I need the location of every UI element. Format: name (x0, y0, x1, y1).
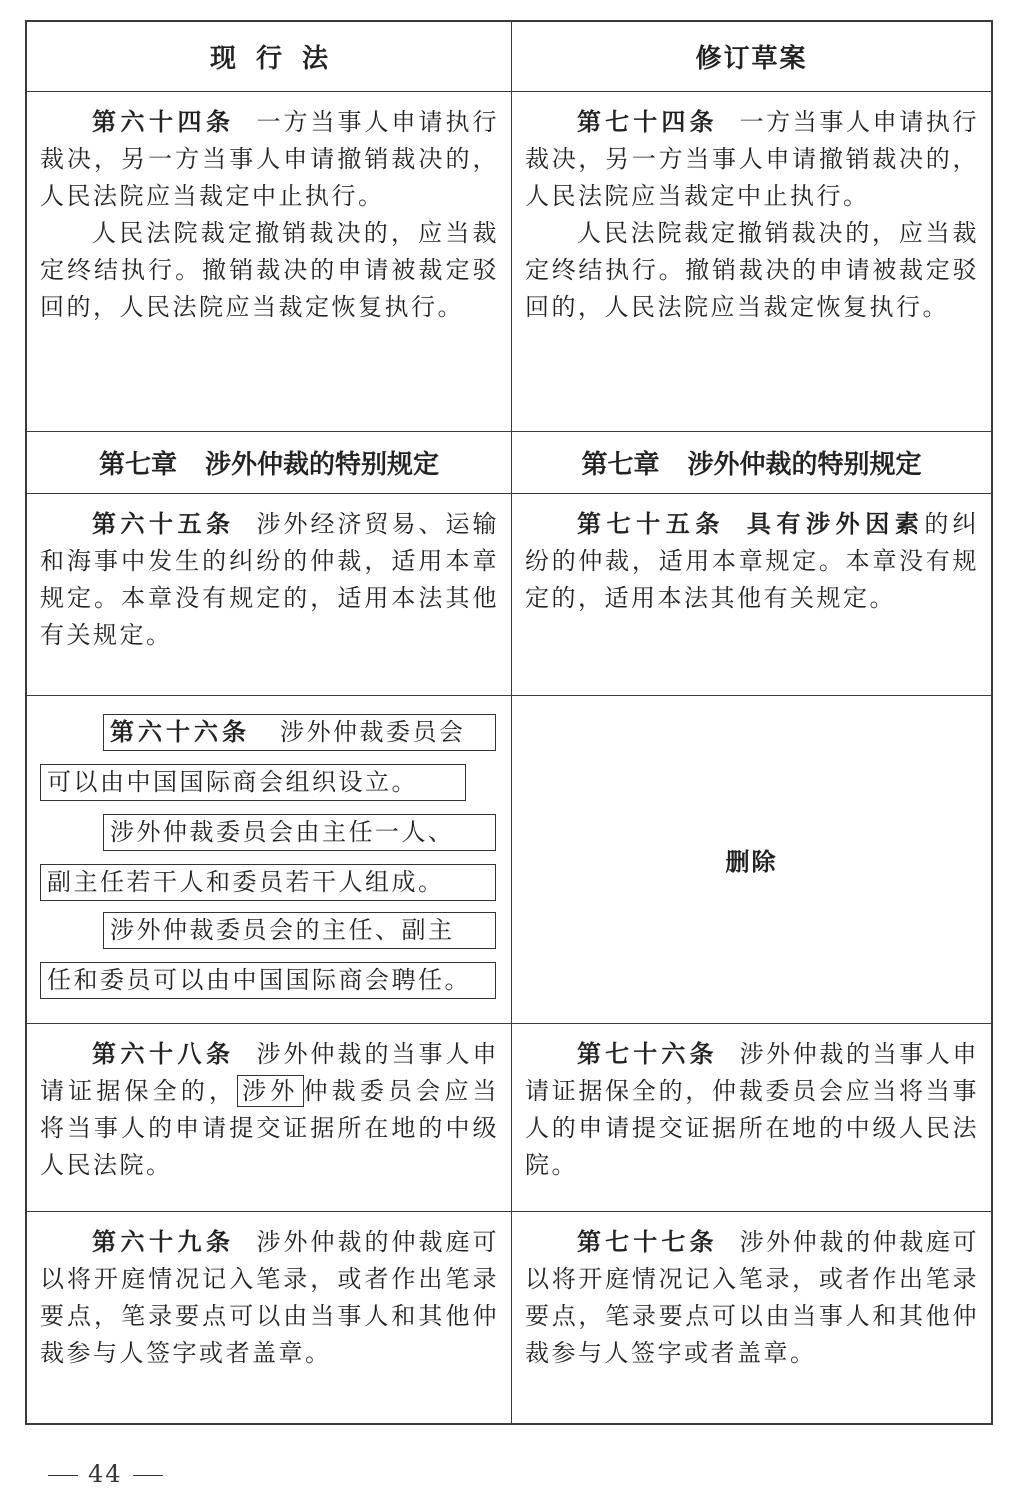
amended-text: 具有涉外因素 (746, 510, 925, 538)
dash-right (133, 1475, 163, 1476)
revised-draft-cell (512, 494, 991, 695)
table-row (27, 1024, 991, 1212)
chapter-number: 第七章 (581, 450, 660, 480)
deleted-word-box: 涉外 (237, 1075, 303, 1107)
dash-left (48, 1475, 78, 1476)
chapter-heading (27, 432, 512, 493)
table-row (27, 1212, 991, 1423)
article-number: 第六十五条 (92, 510, 235, 538)
revised-draft-cell (512, 1212, 991, 1423)
deleted-text-line: 涉外仲裁委员会由主任一人、 (103, 814, 496, 851)
article-text: 涉外经济贸易、运输和海事中发生的纠纷的仲裁，适用本章规定。本章没有规定的，适用本法其他有关规定。 (40, 510, 499, 649)
article-text: 一方当事人申请执行裁决，另一方当事人申请撤销裁决的，人民法院应当裁定中止执行。 (525, 108, 980, 210)
article-number: 第七十七条 (577, 1228, 718, 1256)
deleted-text-line: 副主任若干人和委员若干人组成。 (40, 864, 496, 901)
article-number: 第六十六条 (110, 718, 250, 746)
chapter-heading (512, 432, 991, 493)
table-row (27, 696, 991, 1024)
article-text: 的纠纷的仲裁，适用本章规定。本章没有规定的，适用本法其他有关规定。 (525, 510, 980, 612)
header-current-law: 现行法 (27, 22, 512, 91)
article-number: 第七十六条 (577, 1040, 718, 1068)
table-row (27, 92, 991, 432)
article-text: 人民法院裁定撤销裁决的，应当裁定终结执行。撤销裁决的申请被裁定驳回的，人民法院应当裁定恢复执行。 (40, 219, 499, 321)
article-text: 人民法院裁定撤销裁决的，应当裁定终结执行。撤销裁决的申请被裁定驳回的，人民法院应当裁定恢复执行。 (525, 219, 979, 321)
article-number: 第七十四条 (577, 108, 718, 136)
current-law-cell (27, 696, 512, 1023)
article-text: 一方当事人申请执行裁决，另一方当事人申请撤销裁决的，人民法院应当裁定中止执行。 (40, 108, 499, 210)
deleted-text-line: 涉外仲裁委员会的主任、副主 (103, 912, 496, 949)
article-text: 仲裁委员会应当将当事人的申请提交证据所在地的中级人民法院。 (40, 1077, 500, 1179)
header-revised-draft: 修订草案 (695, 44, 808, 74)
deleted-text-line: 第六十六条 涉外仲裁委员会 (103, 714, 496, 751)
revised-draft-cell (512, 1024, 991, 1211)
revised-draft-cell (512, 92, 991, 431)
current-law-cell (27, 92, 512, 431)
current-law-cell (27, 1212, 512, 1423)
article-number: 第六十八条 (92, 1040, 235, 1068)
table-row (27, 494, 991, 696)
chapter-title: 涉外仲裁的特别规定 (687, 450, 922, 480)
current-law-cell (27, 494, 512, 695)
deleted-marker: 删除 (725, 848, 778, 876)
article-text: 涉外仲裁的仲裁庭可以将开庭情况记入笔录，或者作出笔录要点，笔录要点可以由当事人和其他仲裁参与人签字或者盖章。 (525, 1228, 980, 1367)
article-number: 第七十五条 (577, 510, 725, 538)
deleted-text-line: 可以由中国国际商会组织设立。 (40, 764, 466, 801)
chapter-title: 涉外仲裁的特别规定 (205, 450, 440, 480)
page-number: 44 (38, 1460, 173, 1488)
deleted-text-line: 任和委员可以由中国国际商会聘任。 (40, 962, 496, 999)
comparison-table (25, 20, 993, 1425)
header-row (27, 22, 991, 92)
article-text: 涉外仲裁的当事人申请证据保全的，仲裁委员会应当将当事人的申请提交证据所在地的中级人民法院。 (525, 1040, 980, 1179)
article-number: 第六十四条 (92, 108, 235, 136)
article-text: 涉外仲裁的仲裁庭可以将开庭情况记入笔录，或者作出笔录要点，笔录要点可以由当事人和其他仲裁参与人签字或者盖章。 (40, 1228, 499, 1367)
chapter-number: 第七章 (98, 450, 177, 480)
current-law-cell (27, 1024, 512, 1211)
article-number: 第六十九条 (92, 1228, 235, 1256)
article-text: 涉外仲裁的当事人申请证据保全的， (40, 1040, 499, 1105)
chapter-row (27, 432, 991, 494)
